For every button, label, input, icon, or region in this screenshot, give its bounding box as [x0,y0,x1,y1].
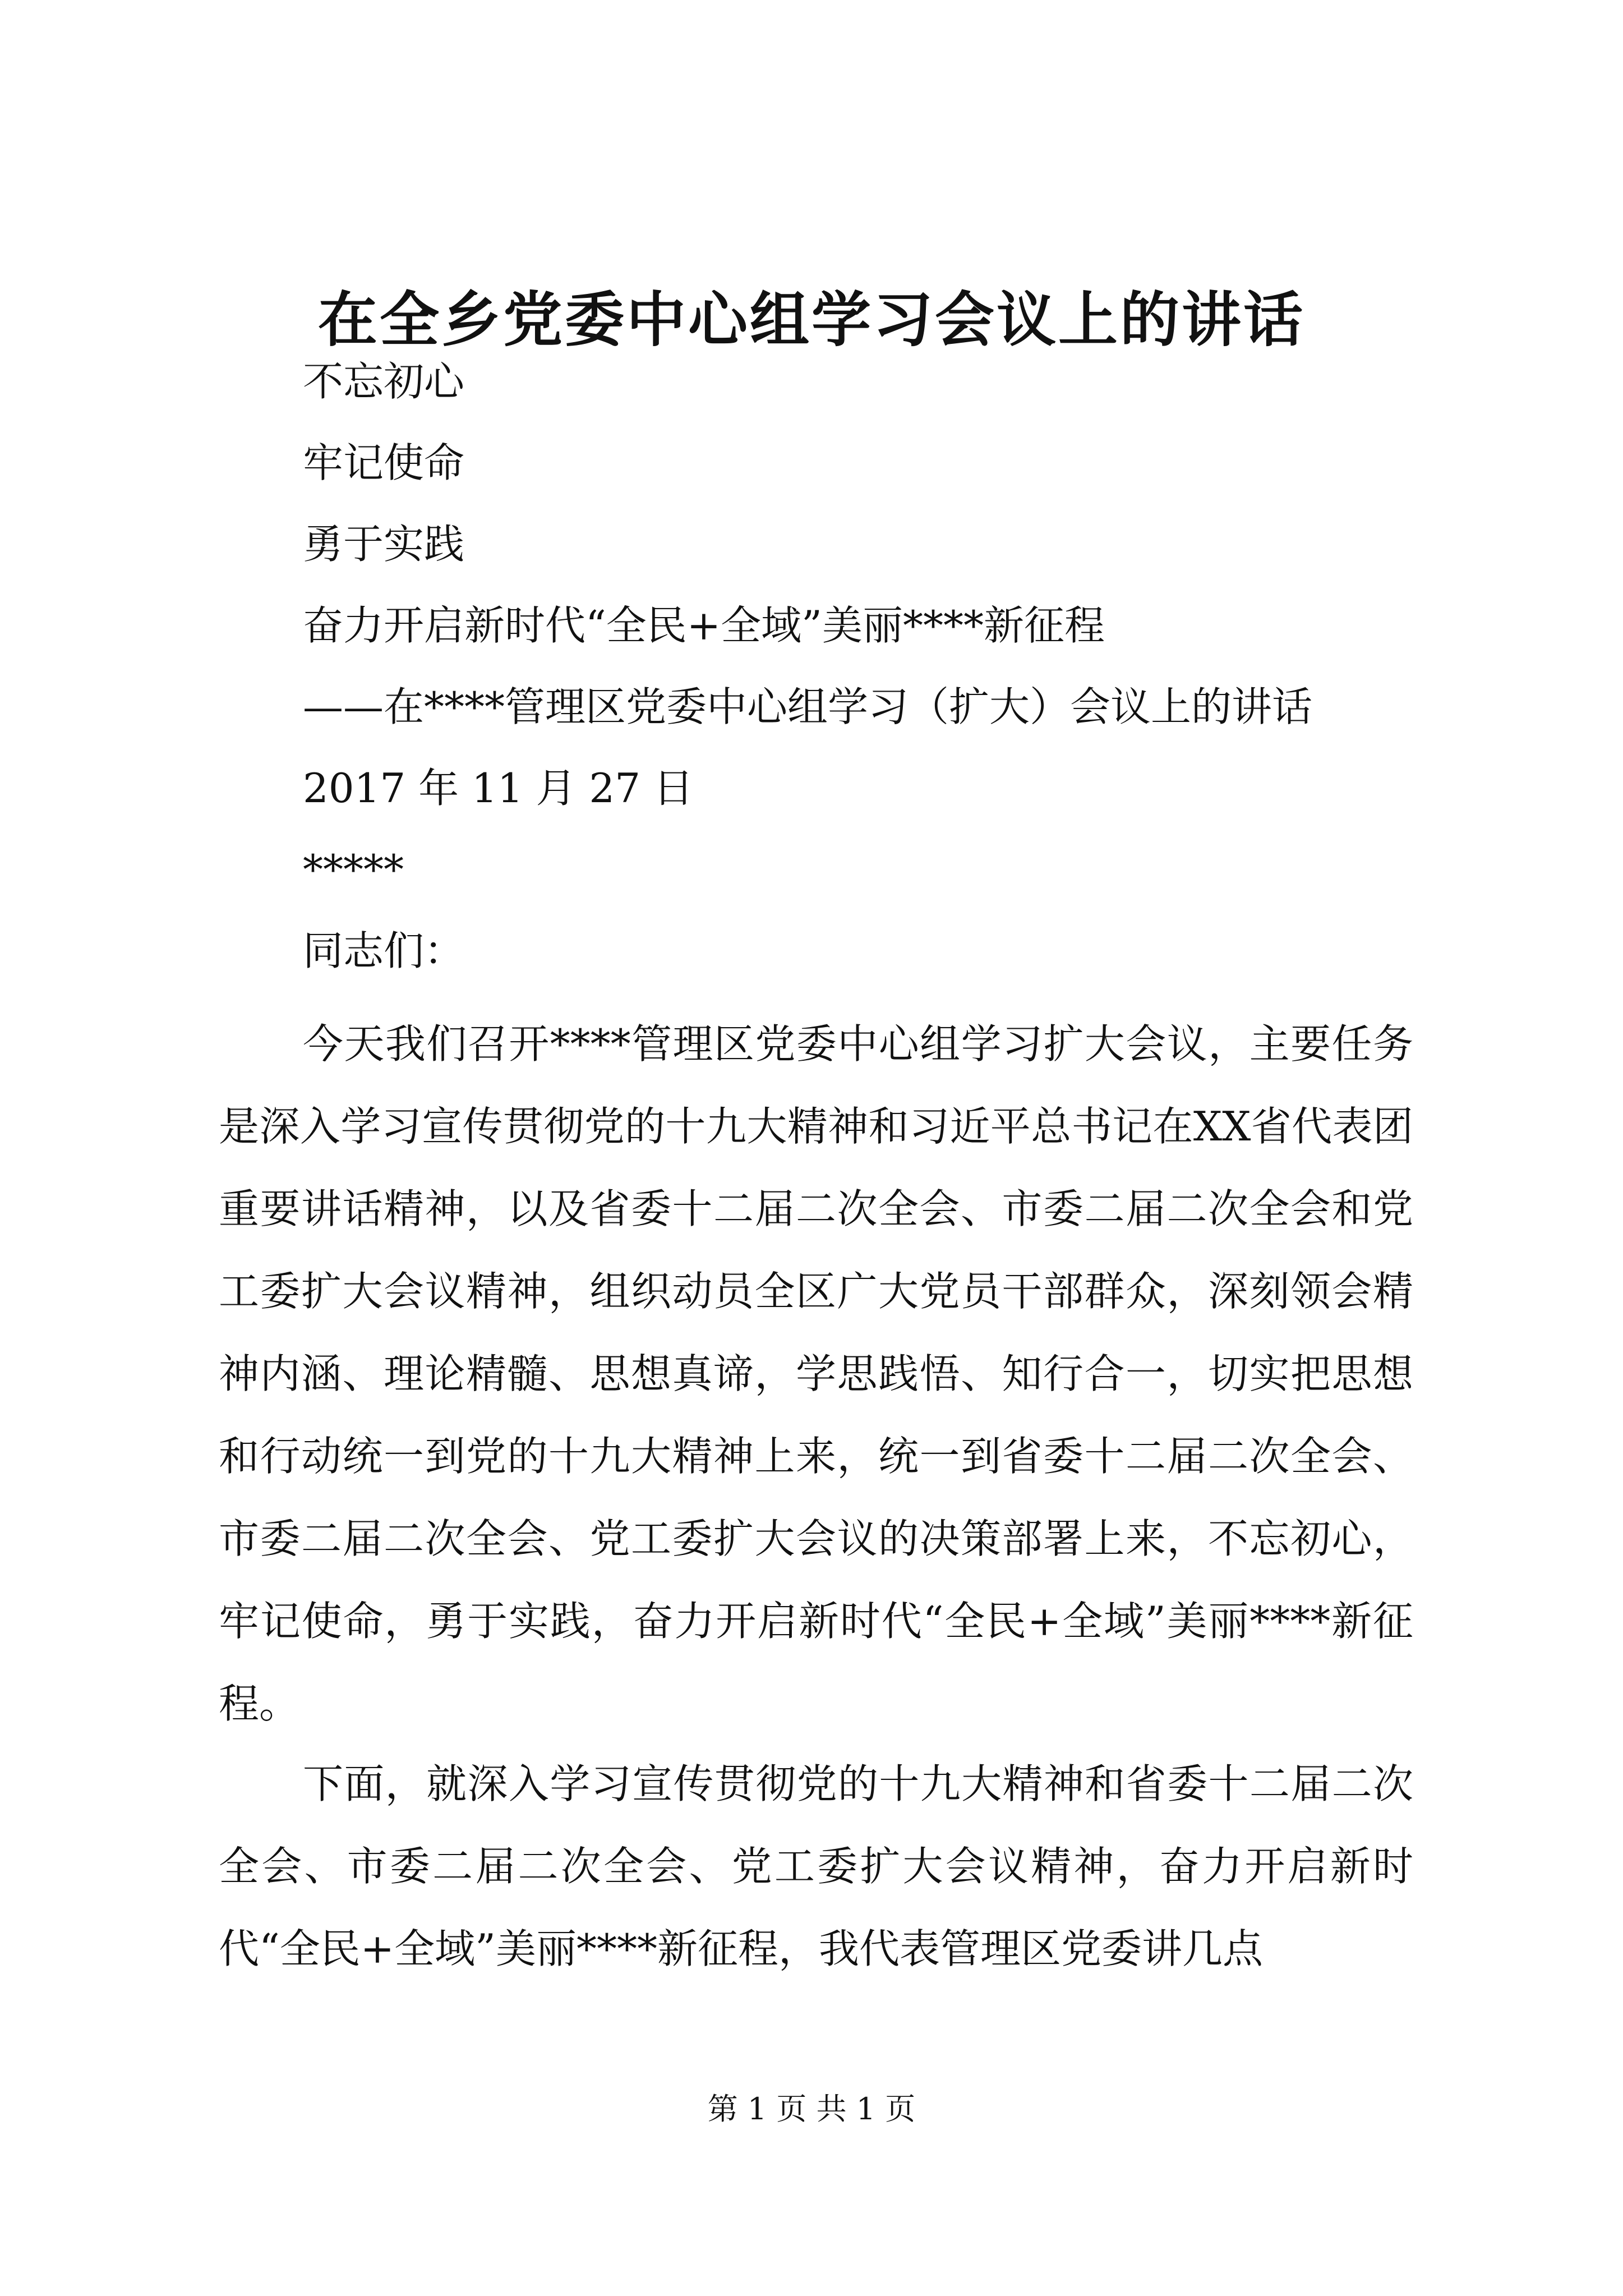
author-line: ***** [303,846,404,893]
page-footer: 第 1 页 共 1 页 [707,2091,916,2127]
header-line-3: 勇于实践 [303,521,465,568]
body-paragraph-2: 下面，就深入学习宣传贯彻党的十九大精神和省委十二届二次全会、市委二届二次全会、党工委扩大会议精神，奋力开启新时代“全民+全域”美丽****新征程，我代表管理区党委讲几点 [219,1760,1413,1972]
date-line: 2017 年 11 月 27 日 [303,765,694,812]
header-line-1: 不忘初心 [303,358,465,405]
header-line-4: 奋力开启新时代“全民+全域”美丽****新征程 [303,602,1105,649]
body-paragraph-1: 今天我们召开****管理区党委中心组学习扩大会议，主要任务是深入学习宣传贯彻党的十九大精神和习近平总书记在XX省代表团重要讲话精神，以及省委十二届二次全会、市委二届二次全会和党工委扩大会议精神，组织动员全区广大党员干部群众，深刻领会精神内涵、理论精髓、思想真谛，学思践悟、知行合一，切实把思想和行动统一到党的十九大精神上来，统一到省委十二届二次全会、市委二届二次全会、党工委扩大会议的决策部署上来，不忘初心，牢记使命，勇于实践，奋力开启新时代“全民+全域”美丽****新征程。 [219,1020,1413,1727]
document-title: 在全乡党委中心组学习会议上的讲话 [318,284,1305,355]
salutation: 同志们： [303,927,465,974]
header-line-2: 牢记使命 [303,439,465,486]
header-line-5: ——在****管理区党委中心组学习（扩大）会议上的讲话 [303,683,1313,730]
